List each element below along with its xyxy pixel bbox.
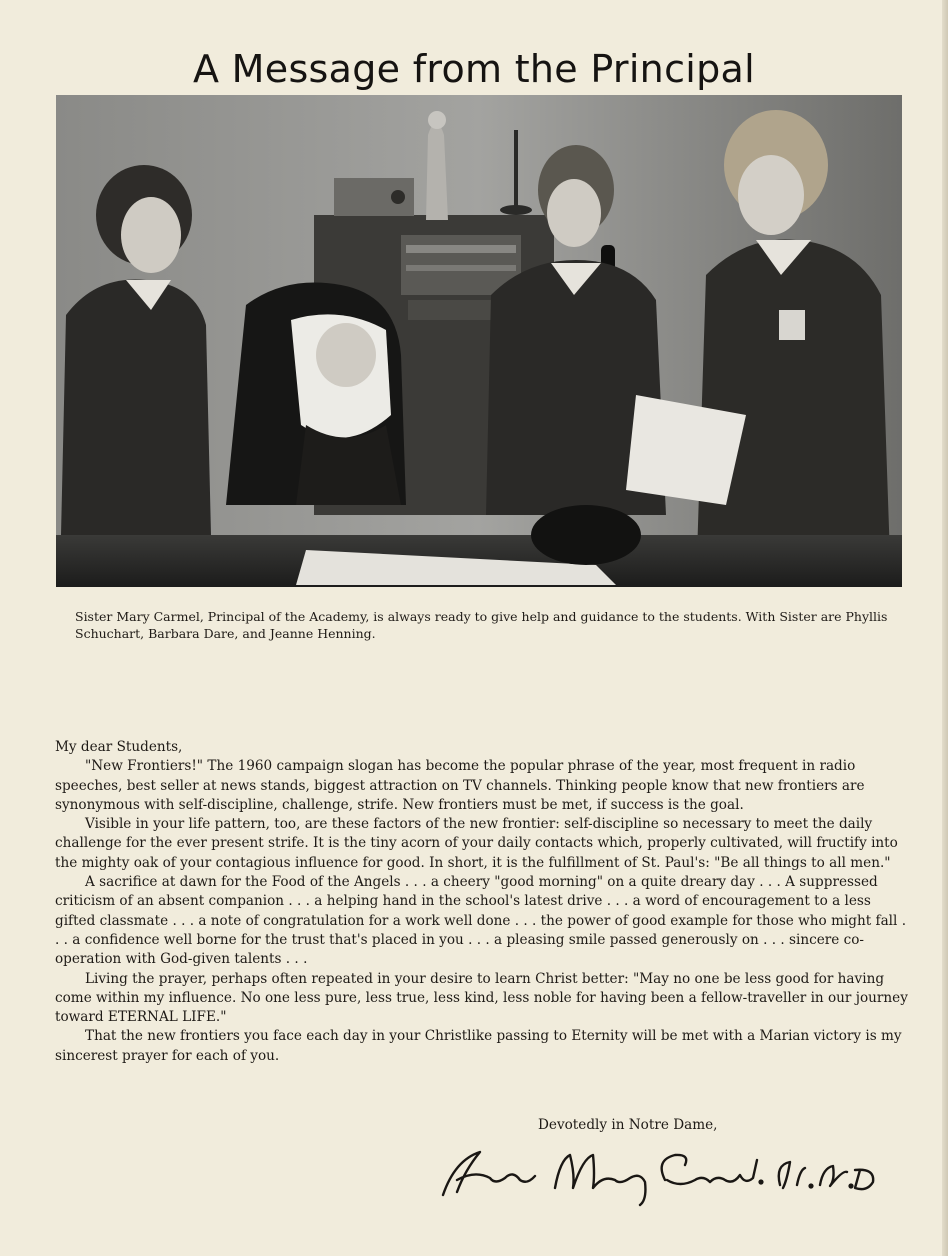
letter-paragraph: A sacrifice at dawn for the Food of the Angels . . . a cheery "good morning" on a quite dreary day . . . A suppressed criticism of an absent companion . . . a helping hand in the school's latest drive . . . a word of encouragement to a less gifted classmate . . . a note of congratulation for a work well done . . . the power of good example for those who might fall . . . a confidence well borne for the trust that's placed in you . . . a pleasing smile passed generously on . . . sincere co-operation with God-given talents . . . xyxy=(55,874,907,968)
letter-paragraph: Visible in your life pattern, too, are these factors of the new frontier: self-discipline so necessary to meet the daily challenge for the ever present strife. It is the tiny acorn of your daily contacts which, properly cultivated, will fructify into the mighty oak of your contagious influence for good. In short, it is the fulfillment of St. Paul's: "Be all things to all men." xyxy=(55,816,898,871)
photo-caption: Sister Mary Carmel, Principal of the Academy, is always ready to give help and guidance to the students. With Sister are Phyllis Schuchart, Barbara Dare, and Jeanne Henning. xyxy=(75,609,888,641)
principal-letter xyxy=(55,738,910,1066)
letter-paragraph: "New Frontiers!" The 1960 campaign slogan has become the popular phrase of the year, most frequent in radio speeches, best seller at news stands, biggest attraction on TV channels. Thinking people know that new frontiers are synonymous with self-discipline, challenge, strife. New frontiers must be met, if success is the goal. xyxy=(55,758,865,813)
signature-graphic xyxy=(435,1140,885,1210)
letter-paragraph: Living the prayer, perhaps often repeated in your desire to learn Christ better: "May no one be less good for having come within my influence. No one less pure, less true, less kind, less noble for having been a fellow-traveller in our journey toward ETERNAL LIFE." xyxy=(55,970,908,1026)
principal-photo xyxy=(56,95,902,587)
page-title: A Message from the Principal xyxy=(193,47,755,92)
handwritten-signature xyxy=(435,1140,885,1210)
photo-illustration xyxy=(56,95,902,587)
page-edge xyxy=(942,0,948,1256)
letter-salutation: My dear Students, xyxy=(55,739,183,755)
letter-closing: Devotedly in Notre Dame, xyxy=(538,1117,718,1133)
letter-paragraph: That the new frontiers you face each day in your Christlike passing to Eternity will be met with a Marian victory is my sincerest prayer for each of you. xyxy=(55,1028,902,1064)
